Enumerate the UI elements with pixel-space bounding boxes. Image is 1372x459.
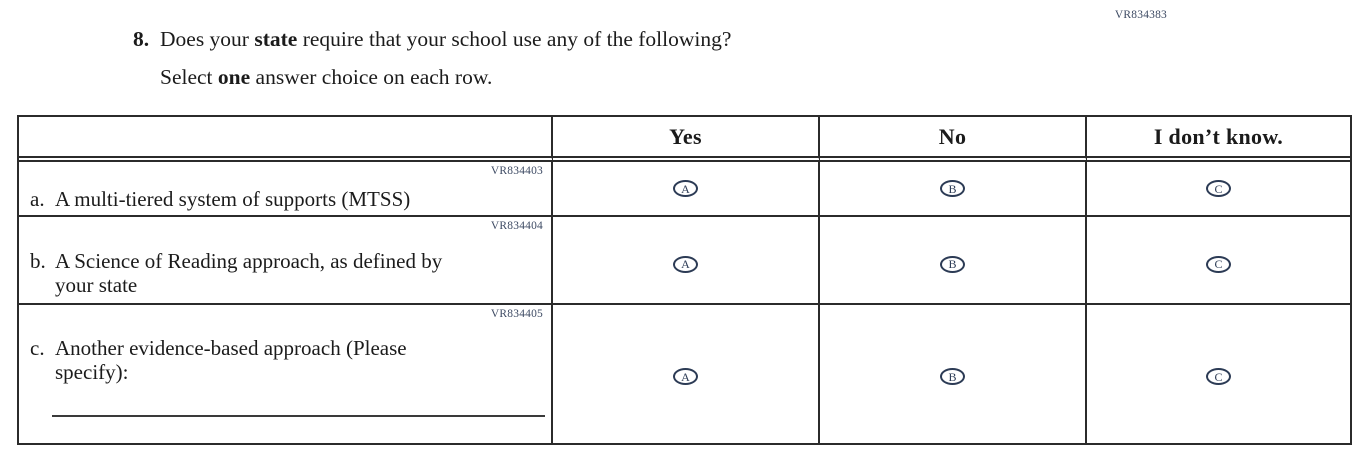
form-code: VR834383: [1114, 9, 1167, 21]
stem-cell-b: [19, 217, 553, 305]
row-letter-a: a.: [30, 187, 45, 211]
header-cell-no: [820, 117, 1087, 162]
option-bubble-b-yes[interactable]: A: [673, 256, 698, 273]
row-text-a: [55, 187, 541, 211]
question-text: [160, 20, 731, 58]
question-text-post: require that your school use any of the following?: [297, 27, 732, 51]
answer-table: [17, 115, 1352, 445]
row-code-a: VR834403: [490, 165, 543, 177]
option-bubble-a-idk[interactable]: C: [1206, 180, 1231, 197]
row-code-b: VR834404: [490, 220, 543, 232]
row-text-b-line2: your state: [55, 273, 138, 297]
option-cell-a-yes: [553, 162, 820, 217]
option-cell-c-idk: [1087, 305, 1350, 443]
option-cell-c-no: [820, 305, 1087, 443]
question-instruction-pre: Select: [160, 65, 218, 89]
question-instruction-post: answer choice on each row.: [250, 65, 493, 89]
row-text-a-line1: A multi-tiered system of supports (MTSS): [55, 187, 411, 211]
row-code-c: VR834405: [490, 308, 543, 320]
option-cell-b-yes: [553, 217, 820, 305]
question-text-bold: state: [254, 27, 298, 51]
row-stem-b: [30, 249, 541, 297]
option-cell-b-no: [820, 217, 1087, 305]
option-bubble-b-no[interactable]: B: [940, 256, 965, 273]
stem-cell-c: [19, 305, 553, 443]
option-bubble-c-idk[interactable]: C: [1206, 368, 1231, 385]
option-bubble-c-no[interactable]: B: [940, 368, 965, 385]
row-text-b: [55, 249, 541, 297]
question-instruction: [160, 58, 731, 96]
question-number: 8.: [133, 27, 150, 51]
header-label-yes: Yes: [669, 123, 702, 149]
row-letter-c: c.: [30, 336, 45, 360]
row-text-c-line2: specify):: [55, 360, 129, 384]
row-text-c: [55, 336, 541, 384]
row-stem-c: [30, 336, 541, 384]
header-cell-yes: [553, 117, 820, 162]
question-text-pre: Does your: [160, 27, 255, 51]
write-in-line[interactable]: [52, 415, 545, 417]
option-cell-c-yes: [553, 305, 820, 443]
row-text-c-line1: Another evidence-based approach (Please: [55, 336, 407, 360]
option-cell-a-idk: [1087, 162, 1350, 217]
question-instruction-bold: one: [217, 65, 251, 89]
header-label-no: No: [938, 123, 967, 149]
row-text-b-line1: A Science of Reading approach, as defined by: [55, 249, 443, 273]
option-bubble-b-idk[interactable]: C: [1206, 256, 1231, 273]
row-letter-b: b.: [30, 249, 46, 273]
option-cell-a-no: [820, 162, 1087, 217]
header-cell-idk: [1087, 117, 1350, 162]
row-stem-a: [30, 187, 541, 211]
option-cell-b-idk: [1087, 217, 1350, 305]
stem-cell-a: [19, 162, 553, 217]
question-block: [133, 20, 731, 96]
option-bubble-c-yes[interactable]: A: [673, 368, 698, 385]
header-label-idk: I don’t know.: [1153, 123, 1284, 149]
question-lines: [160, 20, 731, 96]
option-bubble-a-no[interactable]: B: [940, 180, 965, 197]
header-cell-empty: [19, 117, 553, 162]
option-bubble-a-yes[interactable]: A: [673, 180, 698, 197]
